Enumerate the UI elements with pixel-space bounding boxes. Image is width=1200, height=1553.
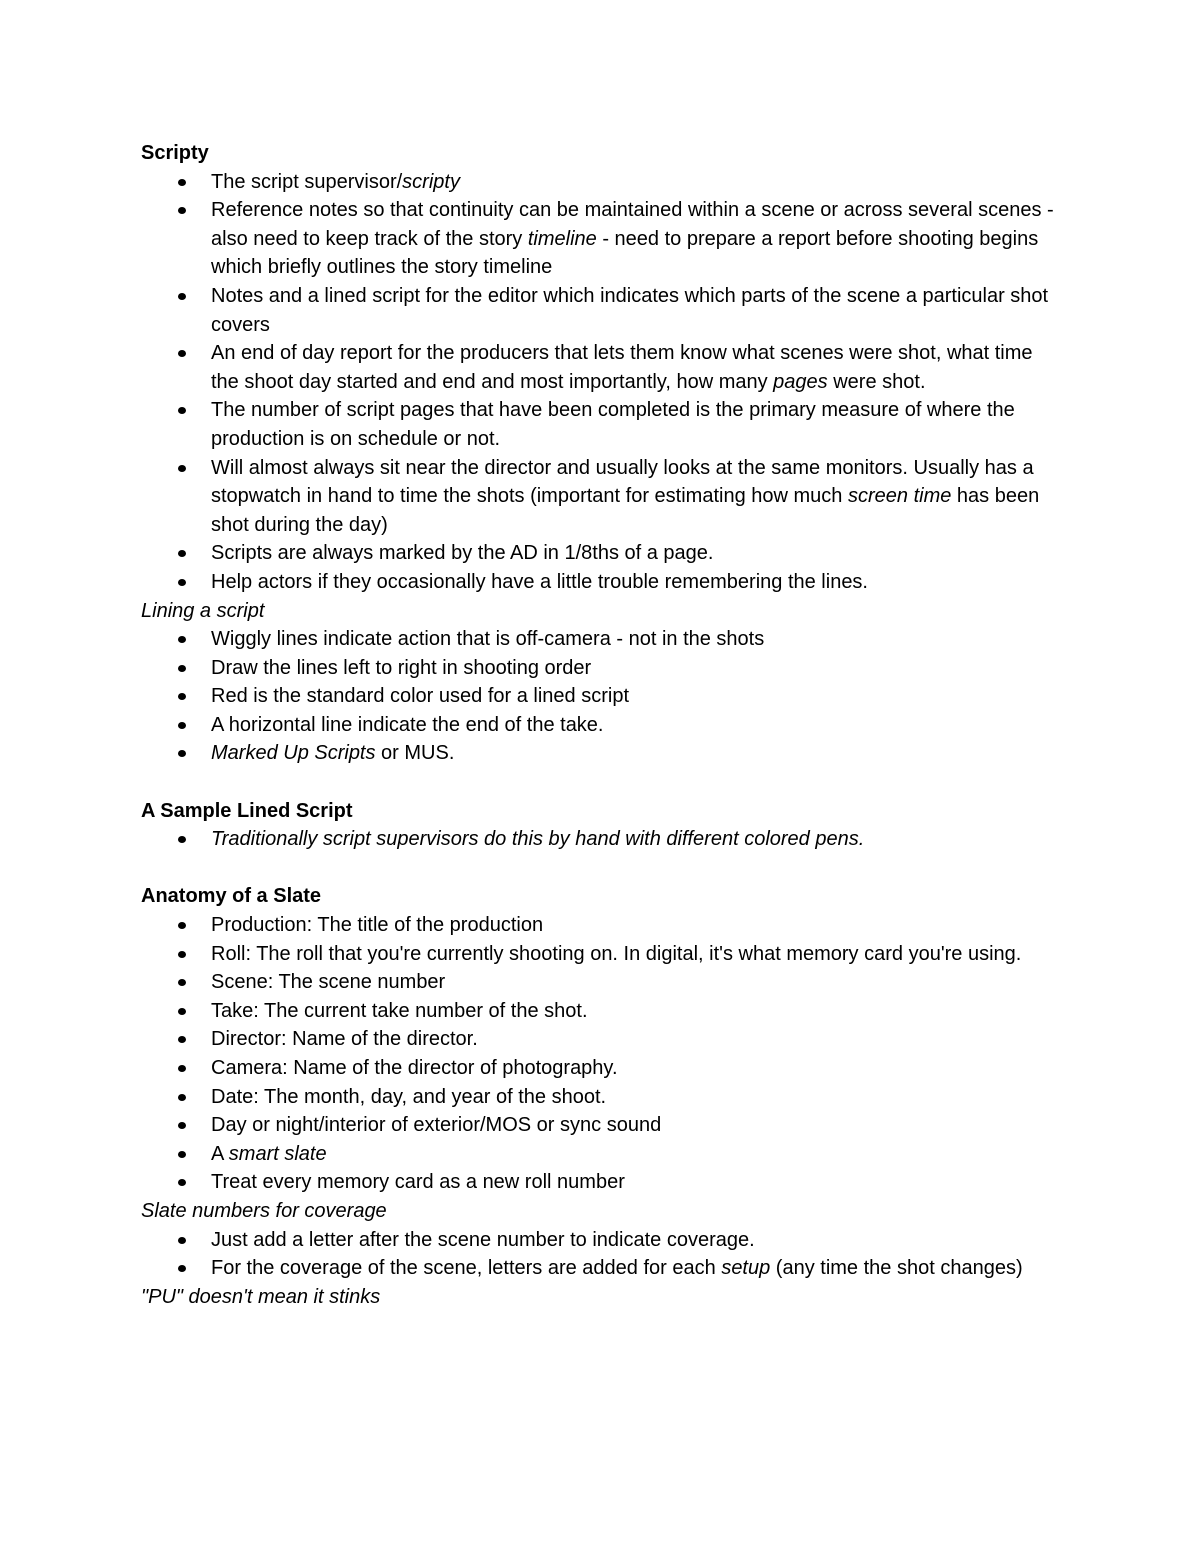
bullet-icon	[178, 1237, 186, 1244]
list-item-text: For the coverage of the scene, letters are added for each	[211, 1257, 722, 1280]
list-item	[141, 196, 1061, 282]
document-page	[141, 139, 1061, 1311]
bullet-icon	[178, 179, 186, 186]
bullet-icon	[178, 350, 186, 357]
list-item-text: An end of day report for the producers that lets them know what scenes were shot, what time the shoot day started and end and most importantly, how many	[211, 342, 1033, 393]
list-item-text: (any time the shot changes)	[770, 1257, 1023, 1280]
list-slate-numbers-for-coverage	[141, 1226, 1061, 1283]
list-item-emphasis: screen time	[847, 485, 952, 508]
list-item	[141, 339, 1061, 396]
bullet-icon	[178, 1265, 186, 1272]
subheading-slate-numbers-for-coverage: Slate numbers for coverage	[141, 1199, 387, 1222]
list-scripty	[141, 168, 1061, 597]
list-item-text: Draw the lines left to right in shooting order	[211, 656, 592, 679]
bullet-icon	[178, 550, 186, 557]
list-item-text: Wiggly lines indicate action that is off-camera - not in the shots	[211, 628, 765, 651]
bullet-icon	[178, 207, 186, 214]
list-item-emphasis: pages	[773, 370, 828, 393]
list-item	[141, 1226, 1061, 1255]
list-item-text: Date: The month, day, and year of the shoot.	[211, 1085, 607, 1108]
list-item	[141, 940, 1061, 969]
bullet-icon	[178, 1094, 186, 1101]
heading-anatomy-of-a-slate: Anatomy of a Slate	[141, 885, 322, 908]
bullet-icon	[178, 465, 186, 472]
list-item-text: Day or night/interior of exterior/MOS or sync sound	[211, 1114, 662, 1137]
list-item-text: Director: Name of the director.	[211, 1028, 478, 1051]
subheading-pu: "PU" doesn't mean it stinks	[141, 1285, 381, 1308]
heading-scripty: Scripty	[141, 142, 209, 164]
bullet-icon	[178, 293, 186, 300]
bullet-icon	[178, 836, 186, 843]
list-item	[141, 396, 1061, 453]
list-item-text: Reference notes so that continuity can be maintained within a scene or across several scenes - also need to keep track of the story	[211, 199, 1054, 250]
bullet-icon	[178, 1122, 186, 1129]
bullet-icon	[178, 1008, 186, 1015]
list-item	[141, 968, 1061, 997]
list-item	[141, 1168, 1061, 1197]
heading-sample-lined-script: A Sample Lined Script	[141, 799, 353, 822]
list-item-text: The script supervisor/	[211, 170, 403, 193]
list-item	[141, 711, 1061, 740]
list-item-emphasis: setup	[721, 1257, 771, 1280]
list-item-text: Camera: Name of the director of photography.	[211, 1057, 618, 1079]
list-item-text: A horizontal line indicate the end of the take.	[211, 713, 604, 736]
list-item-text: were shot.	[827, 370, 926, 393]
bullet-icon	[178, 579, 186, 586]
bullet-icon	[178, 1151, 186, 1158]
list-item	[141, 739, 1061, 768]
bullet-icon	[178, 407, 186, 414]
bullet-icon	[178, 951, 186, 958]
list-item	[141, 825, 1061, 854]
list-item	[141, 568, 1061, 597]
list-item-text: Scripts are always marked by the AD in 1/8ths of a page.	[211, 542, 714, 565]
list-item-emphasis: Traditionally script supervisors do this by hand with different colored pens.	[211, 828, 865, 851]
bullet-icon	[178, 665, 186, 672]
list-item	[141, 1054, 1061, 1083]
bullet-icon	[178, 722, 186, 729]
list-item	[141, 911, 1061, 940]
list-item-text: has been shot during the day)	[211, 485, 1040, 536]
list-item	[141, 1111, 1061, 1140]
list-sample-lined-script	[141, 825, 1061, 854]
list-item-text: Notes and a lined script for the editor which indicates which parts of the scene a particular shot covers	[211, 284, 1049, 336]
list-item-text: Will almost always sit near the director and usually looks at the same monitors. Usually has a stopwatch in hand to time the shots (important for estimating how much	[211, 456, 1034, 508]
list-item-text: Help actors if they occasionally have a little trouble remembering the lines.	[211, 570, 868, 593]
list-item	[141, 1140, 1061, 1169]
list-item-emphasis: timeline	[527, 227, 597, 250]
spacer	[141, 768, 1061, 797]
spacer	[141, 854, 1061, 883]
list-item	[141, 539, 1061, 568]
list-item	[141, 168, 1061, 197]
list-lining-a-script	[141, 625, 1061, 768]
list-item	[141, 1083, 1061, 1112]
bullet-icon	[178, 693, 186, 700]
bullet-icon	[178, 979, 186, 986]
list-item-text: or MUS.	[375, 742, 455, 765]
list-item-text: Roll: The roll that you're currently shooting on. In digital, it's what memory card you're using.	[211, 942, 1022, 965]
list-item-text: Scene: The scene number	[211, 971, 446, 994]
list-item-text: - need to prepare a report before shooting begins which briefly outlines the story timeline	[211, 227, 1039, 279]
list-item	[141, 1254, 1061, 1283]
list-item-text: Treat every memory card as a new roll number	[211, 1171, 625, 1194]
list-item	[141, 454, 1061, 540]
bullet-icon	[178, 1179, 186, 1186]
list-anatomy-of-a-slate	[141, 911, 1061, 1197]
list-item	[141, 682, 1061, 711]
list-item-text: Red is the standard color used for a lined script	[211, 685, 629, 708]
bullet-icon	[178, 1065, 186, 1072]
list-item	[141, 625, 1061, 654]
list-item-emphasis: smart slate	[228, 1142, 327, 1165]
list-item	[141, 654, 1061, 683]
list-item-text: Take: The current take number of the shot.	[211, 999, 588, 1022]
list-item	[141, 1025, 1061, 1054]
bullet-icon	[178, 1036, 186, 1043]
list-item-text: Production: The title of the production	[211, 914, 544, 937]
bullet-icon	[178, 922, 186, 929]
list-item-text: The number of script pages that have been completed is the primary measure of where the production is on schedule or not.	[211, 399, 1015, 450]
list-item-text: A	[211, 1142, 229, 1165]
list-item	[141, 997, 1061, 1026]
bullet-icon	[178, 636, 186, 643]
list-item-text: Just add a letter after the scene number to indicate coverage.	[211, 1228, 755, 1251]
list-item-emphasis: scripty	[402, 170, 460, 193]
list-item-emphasis: Marked Up Scripts	[211, 742, 376, 765]
subheading-lining-a-script: Lining a script	[141, 599, 265, 622]
list-item	[141, 282, 1061, 339]
bullet-icon	[178, 750, 186, 757]
